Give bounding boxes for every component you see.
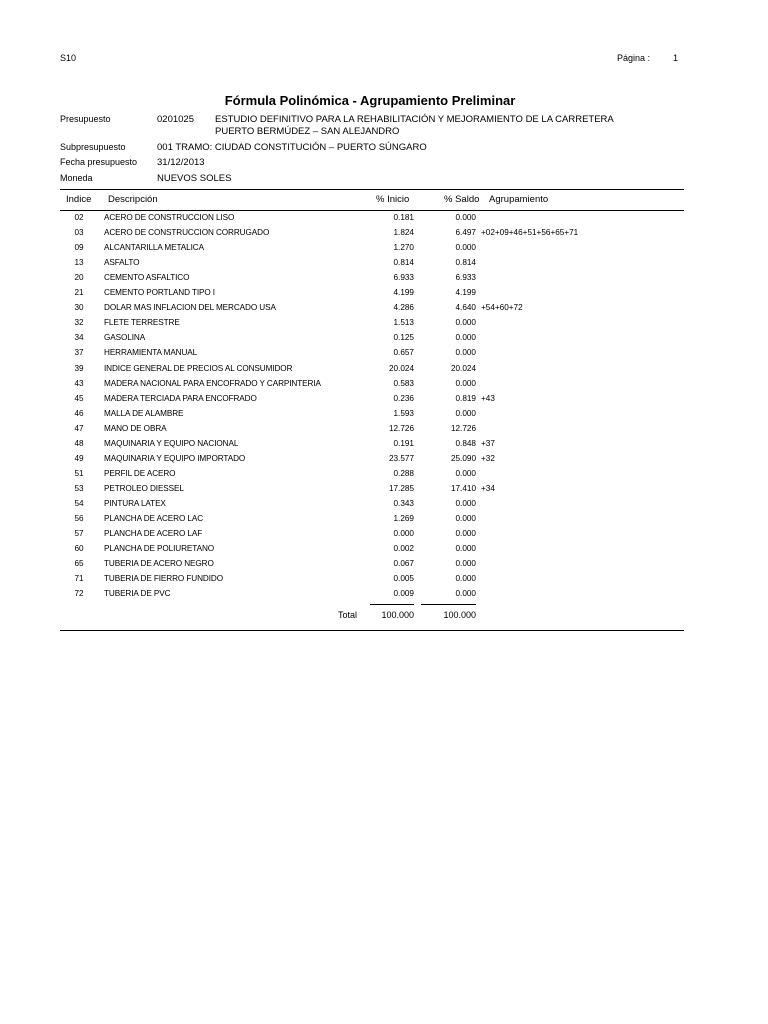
row-agrupamiento: +34	[481, 483, 495, 493]
row-descripcion: ASFALTO	[104, 258, 140, 268]
moneda-value: NUEVOS SOLES	[157, 173, 232, 184]
row-descripcion: DOLAR MAS INFLACION DEL MERCADO USA	[104, 303, 276, 313]
row-saldo: 0.000	[455, 574, 476, 584]
row-saldo: 0.000	[455, 213, 476, 222]
row-indice: 32	[74, 318, 84, 328]
row-saldo: 0.819	[455, 393, 476, 403]
row-indice: 02	[74, 213, 84, 222]
table-row	[0, 589, 768, 604]
row-descripcion: TUBERIA DE PVC	[104, 589, 171, 599]
row-inicio: 4.286	[393, 303, 414, 313]
table-row	[0, 574, 768, 589]
row-indice: 39	[74, 363, 84, 373]
row-saldo: 4.199	[455, 288, 476, 298]
row-indice: 46	[74, 408, 84, 418]
row-saldo: 0.848	[455, 438, 476, 448]
row-saldo: 0.000	[455, 333, 476, 343]
row-descripcion: CEMENTO ASFALTICO	[104, 273, 190, 283]
row-saldo: 0.000	[455, 318, 476, 328]
presupuesto-label: Presupuesto	[60, 114, 111, 124]
report-title: Fórmula Polinómica - Agrupamiento Preliminar	[224, 93, 516, 108]
row-descripcion: MADERA TERCIADA PARA ENCOFRADO	[104, 393, 257, 403]
row-inicio: 0.002	[393, 544, 414, 554]
row-indice: 60	[74, 544, 84, 554]
row-descripcion: PERFIL DE ACERO	[104, 468, 176, 478]
row-descripcion: MADERA NACIONAL PARA ENCOFRADO Y CARPINTERIA	[104, 378, 321, 388]
row-inicio: 1.593	[393, 408, 414, 418]
row-inicio: 12.726	[388, 423, 414, 433]
table-row	[0, 333, 768, 348]
row-agrupamiento: +32	[481, 453, 495, 463]
row-saldo: 0.000	[455, 589, 476, 599]
page-number: 1	[673, 53, 679, 63]
row-inicio: 0.236	[393, 393, 414, 403]
row-saldo: 0.814	[455, 258, 476, 268]
row-inicio: 0.009	[393, 589, 414, 599]
row-inicio: 0.000	[393, 529, 414, 539]
total-saldo: 100.000	[443, 610, 476, 620]
row-descripcion: MANO DE OBRA	[104, 423, 167, 433]
table-row	[0, 559, 768, 574]
row-inicio: 23.577	[388, 453, 414, 463]
row-descripcion: HERRAMIENTA MANUAL	[104, 348, 198, 358]
row-indice: 71	[74, 574, 84, 584]
row-indice: 34	[74, 333, 84, 343]
row-indice: 53	[74, 483, 84, 493]
row-indice: 20	[74, 273, 84, 283]
row-saldo: 0.000	[455, 378, 476, 388]
row-agrupamiento: +54+60+72	[481, 303, 523, 313]
table-row	[0, 318, 768, 333]
col-header-saldo: % Saldo	[444, 194, 480, 205]
row-indice: 09	[74, 243, 84, 253]
row-descripcion: ACERO DE CONSTRUCCION CORRUGADO	[104, 228, 270, 238]
row-indice: 57	[74, 529, 84, 539]
row-saldo: 0.000	[455, 468, 476, 478]
fecha-label: Fecha presupuesto	[60, 157, 138, 167]
row-indice: 03	[74, 228, 84, 238]
presupuesto-line-1: ESTUDIO DEFINITIVO PARA LA REHABILITACIÓN Y MEJORAMIENTO DE LA CARRETERA	[215, 114, 614, 125]
header-top-rule	[60, 189, 684, 190]
table-row	[0, 469, 768, 484]
table-row	[0, 454, 768, 469]
row-indice: 65	[74, 559, 84, 569]
row-indice: 48	[74, 438, 84, 448]
row-indice: 54	[74, 498, 84, 508]
row-descripcion: PETROLEO DIESSEL	[104, 483, 184, 493]
row-indice: 13	[74, 258, 84, 268]
table-row	[0, 394, 768, 409]
row-descripcion: MAQUINARIA Y EQUIPO IMPORTADO	[104, 453, 246, 463]
row-descripcion: TUBERIA DE ACERO NEGRO	[104, 559, 214, 569]
col-header-agrupamiento: Agrupamiento	[489, 194, 549, 205]
row-agrupamiento: +37	[481, 438, 495, 448]
col-header-inicio: % Inicio	[376, 194, 410, 205]
header-bottom-rule	[60, 210, 684, 211]
row-saldo: 0.000	[455, 348, 476, 358]
row-inicio: 20.024	[388, 363, 414, 373]
row-indice: 30	[74, 303, 84, 313]
row-inicio: 0.657	[393, 348, 414, 358]
row-descripcion: PLANCHA DE POLIURETANO	[104, 544, 215, 554]
total-label: Total	[338, 610, 358, 620]
row-saldo: 6.933	[455, 273, 476, 283]
row-descripcion: PLANCHA DE ACERO LAC	[104, 514, 204, 523]
table-row	[0, 484, 768, 499]
table-row	[0, 348, 768, 363]
row-saldo: 12.726	[450, 423, 476, 433]
table-row	[0, 228, 768, 243]
table-row	[0, 499, 768, 514]
row-saldo: 25.090	[450, 453, 476, 463]
row-inicio: 17.285	[388, 483, 414, 493]
presupuesto-description	[215, 114, 675, 138]
row-inicio: 0.343	[393, 498, 414, 508]
system-label: S10	[60, 53, 77, 63]
row-saldo: 0.000	[455, 514, 476, 523]
footer-rule	[60, 630, 684, 631]
table-row	[0, 243, 768, 258]
row-inicio: 0.583	[393, 378, 414, 388]
table-row	[0, 213, 768, 228]
row-saldo: 0.000	[455, 559, 476, 569]
row-indice: 47	[74, 423, 84, 433]
row-inicio: 1.270	[393, 243, 414, 253]
row-saldo: 4.640	[455, 303, 476, 313]
subpresupuesto-value: 001 TRAMO: CIUDAD CONSTITUCIÓN – PUERTO SÚNGARO	[157, 142, 427, 153]
total-saldo-rule	[421, 604, 476, 605]
row-inicio: 0.067	[393, 559, 414, 569]
row-agrupamiento: +02+09+46+51+56+65+71	[481, 228, 579, 238]
row-descripcion: MALLA DE ALAMBRE	[104, 408, 184, 418]
row-descripcion: FLETE TERRESTRE	[104, 318, 180, 328]
row-inicio: 0.288	[393, 468, 414, 478]
row-descripcion: PINTURA LATEX	[104, 498, 166, 508]
row-descripcion: GASOLINA	[104, 333, 146, 343]
table-row	[0, 273, 768, 288]
row-indice: 45	[74, 393, 84, 403]
table-row	[0, 529, 768, 544]
row-descripcion: CEMENTO PORTLAND TIPO I	[104, 288, 215, 298]
row-descripcion: PLANCHA DE ACERO LAF	[104, 529, 203, 539]
row-inicio: 1.824	[393, 228, 414, 238]
row-saldo: 0.000	[455, 408, 476, 418]
row-descripcion: INDICE GENERAL DE PRECIOS AL CONSUMIDOR	[104, 363, 293, 373]
row-descripcion: ALCANTARILLA METALICA	[104, 243, 204, 253]
row-inicio: 0.125	[393, 333, 414, 343]
row-inicio: 0.814	[393, 258, 414, 268]
row-inicio: 6.933	[393, 273, 414, 283]
table-row	[0, 544, 768, 559]
row-inicio: 0.191	[393, 438, 414, 448]
total-inicio-rule	[370, 604, 414, 605]
row-inicio: 0.181	[393, 213, 414, 222]
row-indice: 21	[74, 288, 84, 298]
row-saldo: 0.000	[455, 498, 476, 508]
row-indice: 43	[74, 378, 84, 388]
row-inicio: 1.269	[393, 514, 414, 523]
table-row	[0, 409, 768, 424]
row-descripcion: TUBERIA DE FIERRO FUNDIDO	[104, 574, 223, 584]
row-descripcion: MAQUINARIA Y EQUIPO NACIONAL	[104, 438, 239, 448]
row-agrupamiento: +43	[481, 393, 495, 403]
col-header-descripcion: Descripción	[108, 194, 158, 205]
page-label: Página :	[617, 53, 651, 63]
subpresupuesto-label: Subpresupuesto	[60, 142, 126, 152]
table-row	[0, 379, 768, 394]
table-row	[0, 424, 768, 439]
row-inicio: 4.199	[393, 288, 414, 298]
row-saldo: 0.000	[455, 243, 476, 253]
row-saldo: 0.000	[455, 544, 476, 554]
row-saldo: 6.497	[455, 228, 476, 238]
row-saldo: 17.410	[450, 483, 476, 493]
table-row	[0, 303, 768, 318]
row-descripcion: ACERO DE CONSTRUCCION LISO	[104, 213, 235, 222]
row-indice: 37	[74, 348, 84, 358]
row-inicio: 1.513	[393, 318, 414, 328]
row-indice: 72	[74, 589, 84, 599]
table-row	[0, 258, 768, 273]
presupuesto-line-2: PUERTO BERMÚDEZ – SAN ALEJANDRO	[215, 126, 400, 137]
moneda-label: Moneda	[60, 173, 93, 183]
table-row	[0, 514, 768, 529]
table-row	[0, 288, 768, 303]
row-inicio: 0.005	[393, 574, 414, 584]
row-saldo: 0.000	[455, 529, 476, 539]
total-inicio: 100.000	[381, 610, 414, 620]
presupuesto-code: 0201025	[157, 114, 194, 125]
col-header-indice: Indice	[66, 194, 92, 205]
fecha-value: 31/12/2013	[157, 157, 205, 168]
table-row	[0, 439, 768, 454]
table-row	[0, 364, 768, 379]
row-indice: 51	[74, 468, 84, 478]
row-saldo: 20.024	[450, 363, 476, 373]
row-indice: 56	[74, 514, 84, 523]
row-indice: 49	[74, 453, 84, 463]
